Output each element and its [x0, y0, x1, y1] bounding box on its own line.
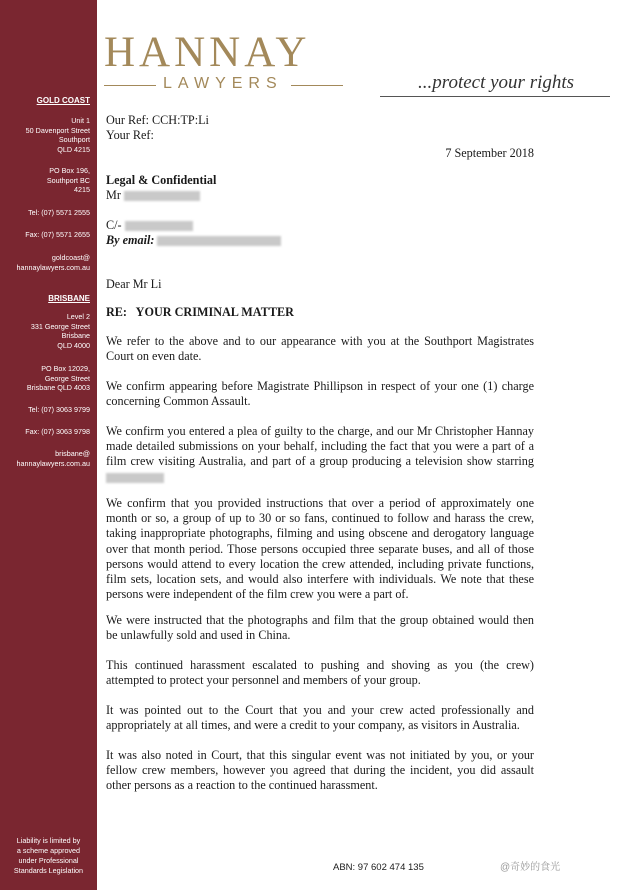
brisbane-email: brisbane@ hannaylawyers.com.au: [16, 449, 90, 468]
brisbane-tel: Tel: (07) 3063 9799: [28, 405, 90, 414]
redacted-star-name: [106, 473, 164, 483]
confidential-label: Legal & Confidential: [106, 173, 217, 187]
gold-coast-po-box: PO Box 196, Southport BC 4215: [46, 166, 90, 195]
redacted-care-of-name: [125, 221, 193, 231]
office-sidebar: [0, 0, 97, 890]
paragraph-5: We were instructed that the photographs and film that the group obtained would then be unlawfully sold and used in China.: [106, 613, 534, 643]
brisbane-address: Level 2 331 George Street Brisbane QLD 4000: [30, 312, 90, 350]
paragraph-3: [106, 424, 534, 485]
brisbane-po-box: PO Box 12029, George Street Brisbane QLD 4003: [26, 364, 90, 393]
brisbane-heading: BRISBANE: [48, 294, 90, 303]
gold-coast-email: goldcoast@ hannaylawyers.com.au: [16, 253, 90, 272]
recipient-line: [106, 188, 200, 203]
subject-line: RE: YOUR CRIMINAL MATTER: [106, 305, 294, 319]
redacted-email-address: [157, 236, 281, 246]
care-of-line: [106, 218, 193, 233]
paragraph-4: We confirm that you provided instructions that over a period of approximately one month or so, a group of up to 30 or so fans, continued to follow and harass the crew, taking inappropriate photographs, filming and using obscene and derogatory language over that month period. Those persons occupied three separate buses, and all of those persons would attend to every location the crew attended, including private functions, film sets, location sets, and would also interfere with individuals. We note that these persons were independent of the film crew you were a part of.: [106, 496, 534, 602]
tagline-underline: [380, 96, 610, 97]
email-line: [106, 233, 281, 248]
email-prefix: By email:: [106, 233, 155, 247]
abn-number: ABN: 97 602 474 135: [333, 862, 424, 873]
brisbane-fax: Fax: (07) 3063 9798: [25, 427, 90, 436]
paragraph-6: This continued harassment escalated to pushing and shoving as you (the crew) attempted to protect your personnel and members of your group.: [106, 658, 534, 688]
your-reference: Your Ref:: [106, 128, 154, 142]
firm-tagline: ...protect your rights: [418, 72, 575, 93]
redacted-recipient-name: [124, 191, 200, 201]
salutation: Dear Mr Li: [106, 277, 162, 291]
paragraph-8: It was also noted in Court, that this singular event was not initiated by you, or your fellow crew members, however you agreed that during the incident, you did assault other persons as a reaction to the continued harassment.: [106, 748, 534, 793]
firm-logo-name: HANNAY: [104, 29, 311, 76]
paragraph-2: We confirm appearing before Magistrate Phillipson in respect of your one (1) charge concerning Common Assault.: [106, 379, 534, 409]
liability-notice: Liability is limited by a scheme approved under Professional Standards Legislation: [13, 836, 84, 875]
paragraph-3-text: We confirm you entered a plea of guilty to the charge, and our Mr Christopher Hannay made detailed submissions on your behalf, including the fact that you were a part of a film crew visiting Australia, and part of a group producing a television show starring: [106, 424, 534, 469]
logo-rule-right: [291, 85, 343, 86]
our-reference: Our Ref: CCH:TP:Li: [106, 113, 209, 127]
gold-coast-heading: GOLD COAST: [36, 96, 90, 105]
care-of-prefix: C/-: [106, 218, 122, 232]
gold-coast-tel: Tel: (07) 5571 2555: [28, 208, 90, 217]
recipient-prefix: Mr: [106, 188, 121, 202]
gold-coast-address: Unit 1 50 Davenport Street Southport QLD 4215: [25, 116, 90, 154]
letter-date: 7 September 2018: [445, 146, 534, 160]
firm-logo-subtitle: LAWYERS: [163, 75, 283, 92]
paragraph-7: It was pointed out to the Court that you and your crew acted professionally and appropriately at all times, and were a credit to your company, as visitors in Australia.: [106, 703, 534, 733]
watermark: @奇妙的食光: [500, 862, 561, 873]
logo-rule-left: [104, 85, 156, 86]
paragraph-1: We refer to the above and to our appearance with you at the Southport Magistrates Court on even date.: [106, 334, 534, 364]
gold-coast-fax: Fax: (07) 5571 2655: [25, 230, 90, 239]
